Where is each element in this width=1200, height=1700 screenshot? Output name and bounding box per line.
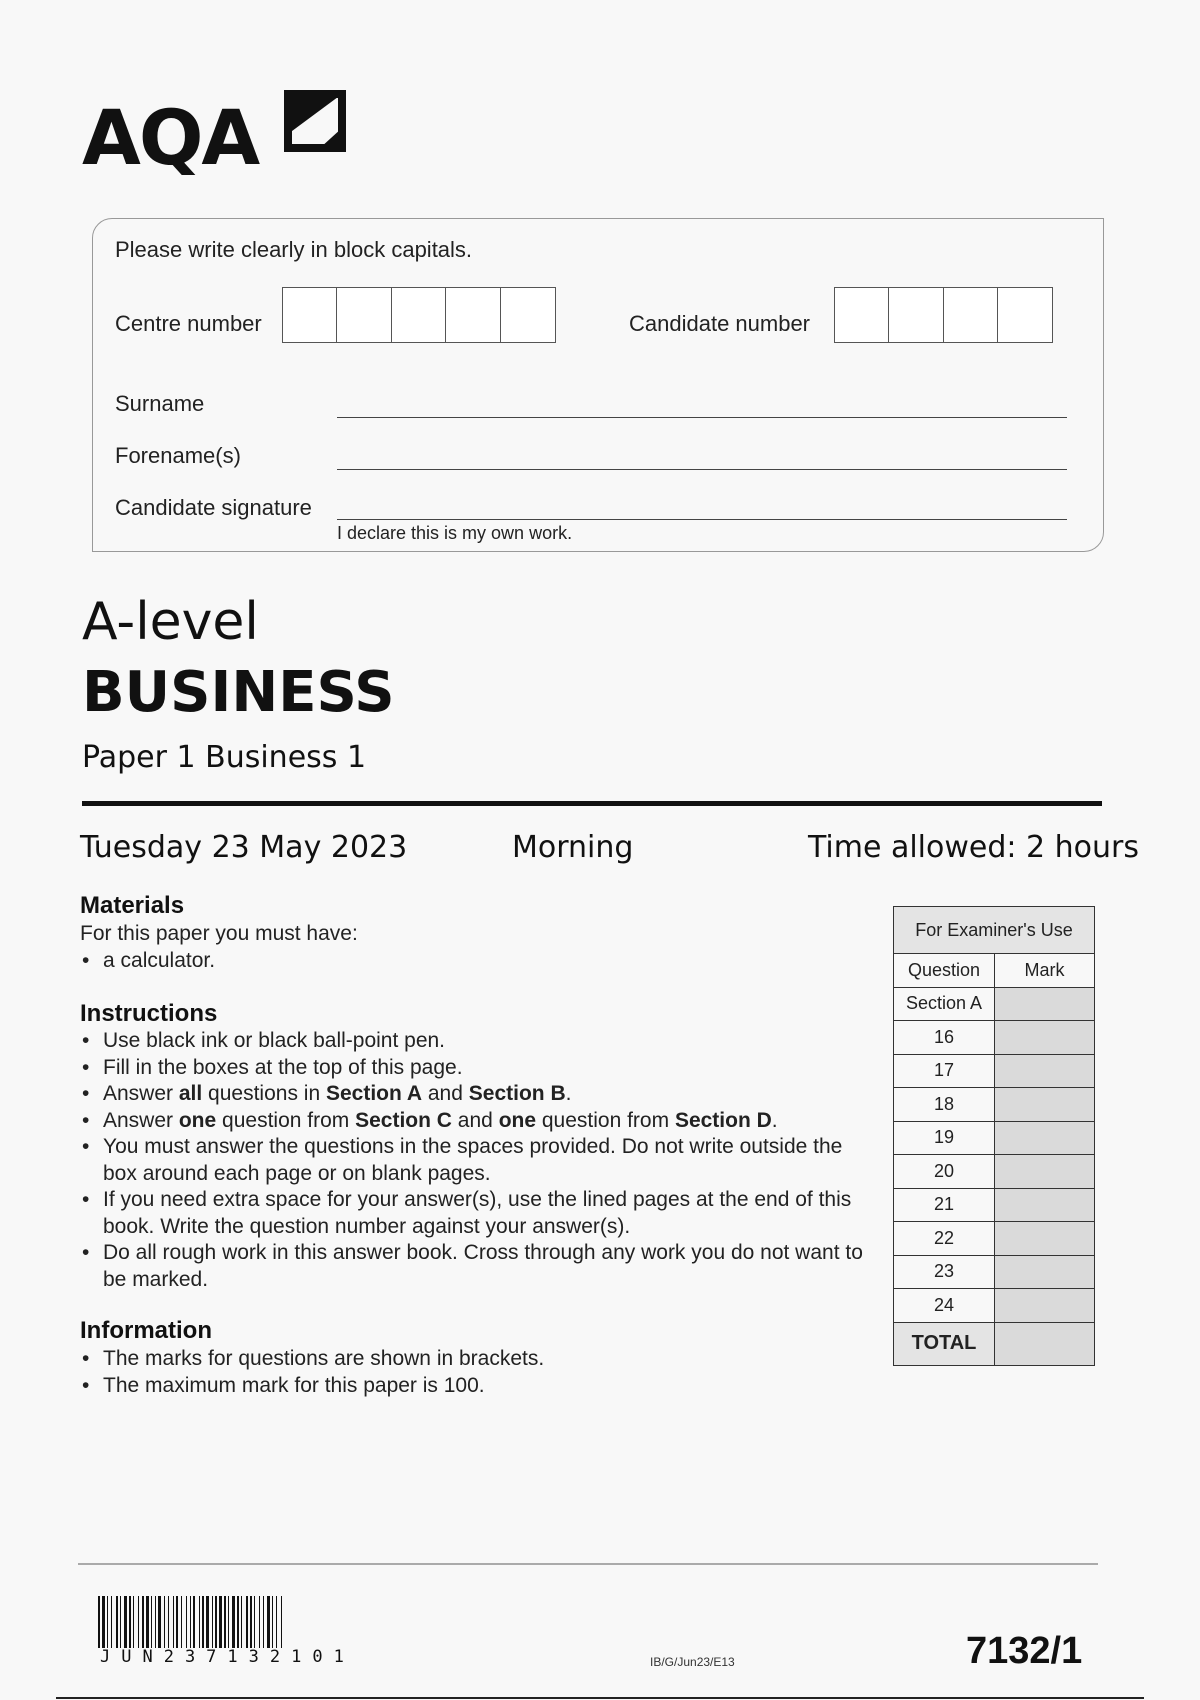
exam-session: Morning xyxy=(512,830,634,865)
list-item: • You must answer the questions in the spaces provided. Do not write outside the box around each page or on blank pages. xyxy=(80,1134,870,1187)
barcode-bar xyxy=(199,1596,200,1648)
surname-label: Surname xyxy=(115,391,205,416)
barcode-bar xyxy=(120,1596,121,1648)
barcode-bar xyxy=(237,1596,239,1648)
time-allowed: Time allowed: 2 hours xyxy=(808,830,1140,865)
mark-cell xyxy=(995,1255,1095,1289)
question-cell: 24 xyxy=(894,1289,995,1323)
exam-date: Tuesday 23 May 2023 xyxy=(80,830,408,865)
paper-code: 7132/1 xyxy=(966,1630,1083,1672)
question-cell: 16 xyxy=(894,1021,995,1055)
question-cell: 23 xyxy=(894,1255,995,1289)
barcode-bar xyxy=(107,1596,108,1648)
barcode-bar xyxy=(155,1596,156,1648)
centre-digit-box[interactable] xyxy=(445,287,501,343)
instructions-list xyxy=(80,1028,870,1293)
list-item: • Use black ink or black ball-point pen. xyxy=(80,1028,870,1055)
barcode-bar xyxy=(212,1596,213,1648)
candidate-digit-box[interactable] xyxy=(943,287,999,343)
qualification-level: A-level xyxy=(82,592,259,652)
barcode-bar xyxy=(246,1596,248,1648)
reference-code: IB/G/Jun23/E13 xyxy=(650,1655,735,1669)
signature-label: Candidate signature xyxy=(115,495,312,520)
question-cell: 19 xyxy=(894,1121,995,1155)
question-cell: 17 xyxy=(894,1054,995,1088)
barcode-bar xyxy=(193,1596,195,1648)
mark-cell xyxy=(995,1289,1095,1323)
mark-cell xyxy=(995,1155,1095,1189)
materials-intro: For this paper you must have: xyxy=(80,922,358,945)
mark-cell xyxy=(995,1021,1095,1055)
forenames-label: Forename(s) xyxy=(115,443,241,468)
list-item: • Do all rough work in this answer book. Cross through any work you do not want to be marked. xyxy=(80,1240,870,1293)
logo-text: AQA xyxy=(82,93,259,182)
declaration-text: I declare this is my own work. xyxy=(337,523,573,543)
candidate-details-box xyxy=(92,218,1104,552)
mark-cell xyxy=(995,1121,1095,1155)
barcode-bar xyxy=(146,1596,149,1648)
centre-digit-box[interactable] xyxy=(336,287,392,343)
mark-cell xyxy=(995,1188,1095,1222)
centre-number-label: Centre number xyxy=(115,311,262,336)
list-item: • Answer all questions in Section A and Section B. xyxy=(80,1081,870,1108)
barcode-bar xyxy=(111,1596,112,1648)
mark-cell xyxy=(995,987,1095,1021)
signature-line[interactable] xyxy=(337,519,1067,520)
question-cell: 22 xyxy=(894,1222,995,1256)
barcode-bar xyxy=(215,1596,217,1648)
barcode-bar xyxy=(224,1596,226,1648)
barcode-bar xyxy=(241,1596,242,1648)
question-cell: Section A xyxy=(894,987,995,1021)
barcode-bar xyxy=(276,1596,277,1648)
examiners-use-table xyxy=(893,906,1095,1366)
list-item: • Fill in the boxes at the top of this page. xyxy=(80,1055,870,1082)
barcode-bar xyxy=(228,1596,229,1648)
candidate-number-label: Candidate number xyxy=(629,311,811,336)
total-mark-cell xyxy=(995,1322,1095,1365)
instructions-heading: Instructions xyxy=(80,1000,218,1027)
barcode-bar xyxy=(250,1596,252,1648)
barcode-bar xyxy=(133,1596,134,1648)
materials-list xyxy=(80,948,840,975)
barcode-bar xyxy=(98,1596,100,1648)
barcode-bar xyxy=(190,1596,191,1648)
question-cell: 21 xyxy=(894,1188,995,1222)
barcode-bar xyxy=(281,1596,282,1648)
barcode-bar xyxy=(267,1596,270,1648)
question-column-header: Question xyxy=(894,954,995,988)
total-label: TOTAL xyxy=(894,1322,995,1365)
list-item: • a calculator. xyxy=(80,948,840,975)
barcode-bar xyxy=(164,1596,165,1648)
list-item: • Answer one question from Section C and one question from Section D. xyxy=(80,1108,870,1135)
centre-digit-box[interactable] xyxy=(500,287,556,343)
barcode-bar xyxy=(232,1596,235,1648)
footer-divider xyxy=(78,1563,1098,1565)
barcode-bar xyxy=(173,1596,174,1648)
list-item: • If you need extra space for your answer(s), use the lined pages at the end of this book. Write the question number against your answer(s). xyxy=(80,1187,870,1240)
block-capitals-instruction: Please write clearly in block capitals. xyxy=(115,237,473,262)
mark-cell xyxy=(995,1088,1095,1122)
forenames-line[interactable] xyxy=(337,469,1067,470)
centre-number-boxes[interactable] xyxy=(283,287,556,343)
centre-digit-box[interactable] xyxy=(391,287,447,343)
mark-cell xyxy=(995,1054,1095,1088)
barcode-bar xyxy=(158,1596,161,1648)
candidate-digit-box[interactable] xyxy=(834,287,890,343)
barcode-bar xyxy=(138,1596,139,1648)
barcode-text: JUN237132101 xyxy=(100,1647,355,1667)
aqa-logo xyxy=(82,90,342,190)
question-cell: 18 xyxy=(894,1088,995,1122)
barcode-bar xyxy=(202,1596,204,1648)
barcode-bar xyxy=(206,1596,209,1648)
barcode-bar xyxy=(263,1596,264,1648)
surname-line[interactable] xyxy=(337,417,1067,418)
examiners-use-title: For Examiner's Use xyxy=(894,907,1095,954)
barcode-bar xyxy=(151,1596,152,1648)
information-list xyxy=(80,1346,840,1399)
bottom-border xyxy=(56,1697,1144,1699)
paper-title: Paper 1 Business 1 xyxy=(82,740,367,775)
title-divider xyxy=(82,801,1102,806)
materials-heading: Materials xyxy=(80,892,185,919)
centre-digit-box[interactable] xyxy=(282,287,338,343)
question-cell: 20 xyxy=(894,1155,995,1189)
barcode-icon xyxy=(98,1596,480,1648)
candidate-digit-box[interactable] xyxy=(888,287,944,343)
mark-cell xyxy=(995,1222,1095,1256)
barcode-bar xyxy=(176,1596,178,1648)
barcode-bar xyxy=(142,1596,144,1648)
subject-title: BUSINESS xyxy=(82,660,395,725)
barcode-bar xyxy=(259,1596,260,1648)
candidate-number-boxes[interactable] xyxy=(835,287,1053,343)
barcode-bar xyxy=(116,1596,118,1648)
barcode-bar xyxy=(272,1596,273,1648)
information-heading: Information xyxy=(80,1317,212,1344)
barcode-bar xyxy=(124,1596,127,1648)
barcode-bar xyxy=(168,1596,169,1648)
mark-column-header: Mark xyxy=(995,954,1095,988)
barcode-bar xyxy=(186,1596,187,1648)
logo-mark-icon xyxy=(284,90,346,152)
list-item: • The maximum mark for this paper is 100. xyxy=(80,1373,840,1400)
barcode-bar xyxy=(129,1596,131,1648)
candidate-digit-box[interactable] xyxy=(997,287,1053,343)
list-item: • The marks for questions are shown in brackets. xyxy=(80,1346,840,1373)
barcode-bar xyxy=(181,1596,182,1648)
barcode-bar xyxy=(102,1596,105,1648)
barcode-bar xyxy=(219,1596,222,1648)
barcode-bar xyxy=(254,1596,255,1648)
